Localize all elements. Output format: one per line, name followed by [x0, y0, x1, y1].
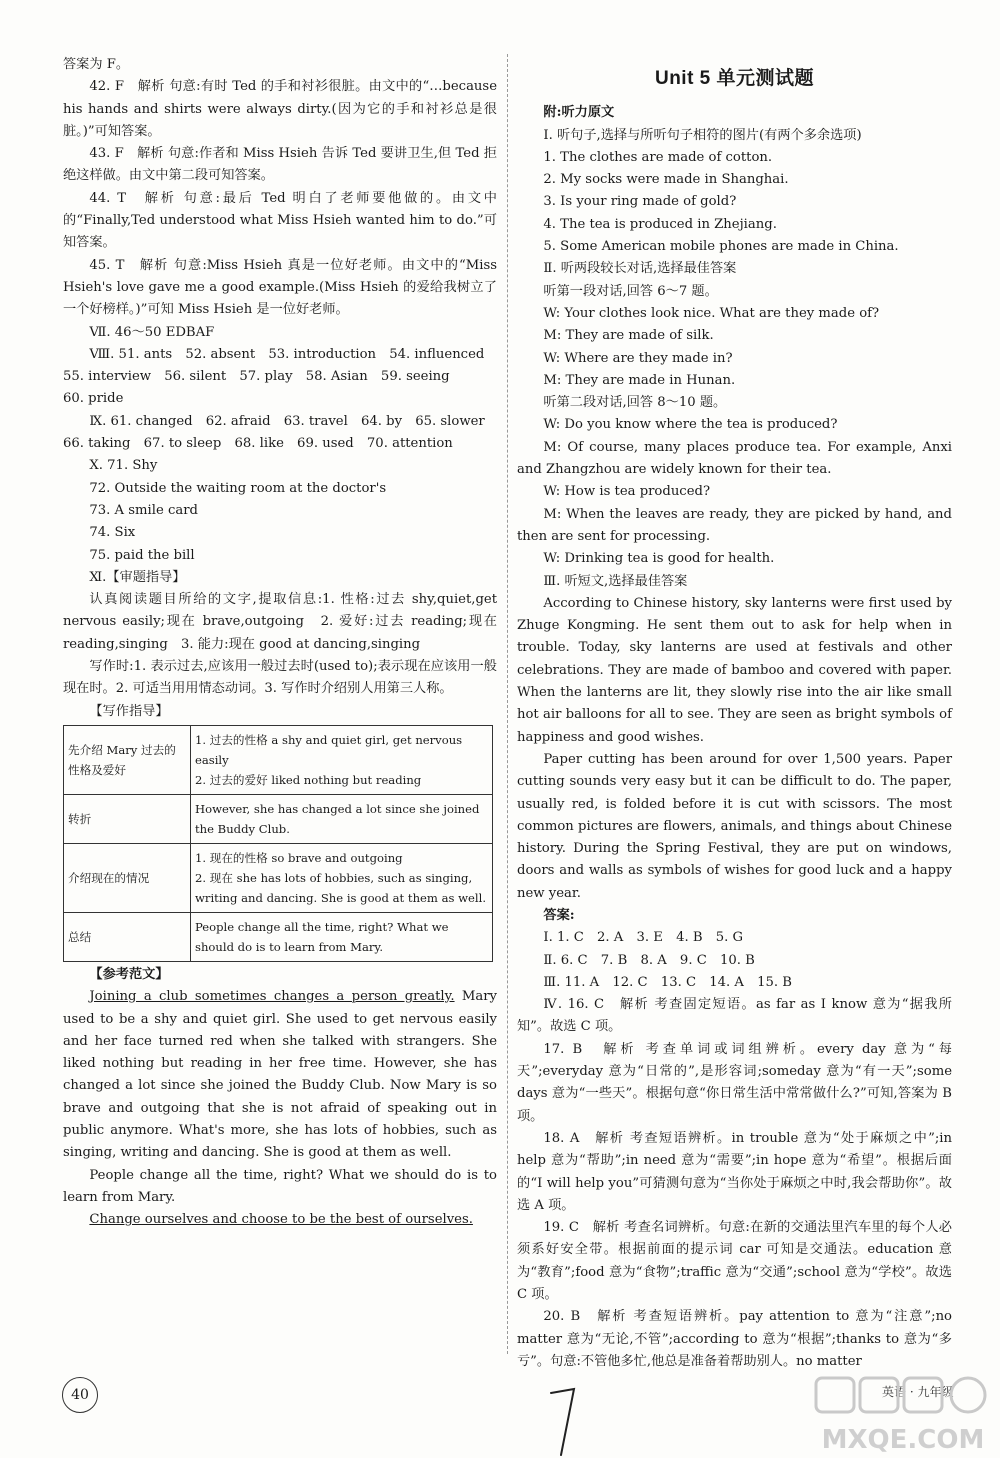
- left-line: 42. F 解析 句意:有时 Ted 的手和衬衫很脏。由文中的“…because his hands and shirts were always dirty.(因为它的手和衬衫总是很脏。)”可知答案。: [63, 79, 497, 139]
- right-line: Paper cutting has been around for over 1,500 years. Paper cutting sounds very easy but it can be difficult to do. The paper, usually red, is folded before it is cut with scissors. The most common pictures are flowers, animals, and things about Chinese history. During the Spring Festival, they are put on windows, doors and walls as symbols of wishes for good luck and a happy new year.: [517, 751, 952, 901]
- left-line: 44. T 解析 句意:最后 Ted 明白了老师要他做的。由文中的“Finally,Ted understood what Miss Hsieh wanted him to do.”可知答案。: [63, 190, 497, 251]
- left-line: 74. Six: [89, 525, 136, 541]
- right-line: M: When the leaves are ready, they are picked by hand, and then are sent for processing.: [517, 506, 952, 544]
- footer-subject: 英语 · 九年级: [882, 1385, 954, 1399]
- right-line: Ⅱ. 6. C 7. B 8. A 9. C 10. B: [543, 952, 755, 968]
- left-line: Ⅺ.【审题指导】: [89, 569, 186, 585]
- right-line: [517, 102, 952, 124]
- essay-paragraph-2: People change all the time, right? What we should do is to learn from Mary.: [63, 1167, 497, 1205]
- essay-topic-sentence: Joining a club sometimes changes a person greatly.: [89, 989, 455, 1005]
- left-line: 45. T 解析 句意:Miss Hsieh 真是一位好老师。由文中的“Miss Hsieh's love gave me a good example.(Miss Hsieh 的爱给我树立了一个好榜样。)”可知 Miss Hsieh 是一位好老师。: [63, 257, 497, 318]
- right-line: 4. The tea is produced in Zhejiang.: [543, 216, 777, 232]
- bold-heading: 附:听力原文: [543, 105, 615, 121]
- page-number: 40: [62, 1377, 98, 1413]
- left-line: 75. paid the bill: [89, 547, 195, 563]
- right-line: 2. My socks were made in Shanghai.: [543, 172, 789, 188]
- guide-content-line: However, she has changed a lot since she joined the Buddy Club.: [195, 801, 480, 836]
- left-line: Ⅸ. 61. changed 62. afraid 63. travel 64. by 65. slower: [89, 413, 485, 429]
- right-line: M: They are made of silk.: [543, 328, 714, 344]
- left-line: 43. F 解析 句意:作者和 Miss Hsieh 告诉 Ted 要讲卫生,但 Ted 拒绝这样做。由文中第二段可知答案。: [63, 146, 497, 184]
- right-line: M: Of course, many places produce tea. For example, Anxi and Zhangzhou are widely known for their tea.: [517, 439, 952, 478]
- writing-guide-table: [63, 725, 493, 962]
- right-line: 20. B 解析 考查短语辨析。pay attention to 意为“注意”;no matter 意为“无论,不管”;according to 意为“根据”;thanks to 意为“多亏”。句意:不管他多忙,他总是准备着帮助别人。no matter: [517, 1309, 952, 1369]
- right-line: W: Do you know where the tea is produced?: [543, 417, 838, 433]
- guide-content: [191, 794, 493, 843]
- right-line: Ⅰ. 听句子,选择与所听句子相符的图片(有两个多余选项): [543, 127, 862, 143]
- right-line: Ⅱ. 听两段较长对话,选择最佳答案: [543, 261, 737, 277]
- right-line: According to Chinese history, sky lanterns were first used by Zhuge Kongming. He sent them out to ask for help when in trouble. Today, sky lanterns are used at festivals and other celebrations. They are made of bamboo and covered with paper. When the lanterns are lit, they slowly rise into the air like small hot air balloons for all to see. They are seen as bright symbols of happiness and good wishes.: [517, 595, 952, 745]
- left-column: [63, 54, 497, 1231]
- guide-row: [64, 843, 493, 912]
- guide-content: [191, 912, 493, 961]
- left-line: 60. pride: [63, 391, 124, 407]
- right-column: [517, 54, 952, 1373]
- bold-heading: 答案:: [543, 907, 575, 923]
- right-line: 19. C 解析 考查名词辨析。句意:在新的交通法里汽车里的每个人必须系好安全带。根据前面的提示词 car 可知是交通法。education 意为“教育”;food 意为“食物”;traffic 意为“交通”;school 意为“学校”。故选 C 项。: [517, 1220, 952, 1303]
- left-line: 55. interview 56. silent 57. play 58. Asian 59. seeing: [63, 369, 450, 385]
- guide-content-line: 2. 现在 she has lots of hobbies, such as singing, writing and dancing. She is good at them as well.: [195, 870, 487, 905]
- right-line: W: Where are they made in?: [543, 350, 733, 366]
- unit-title: Unit 5 单元测试题: [654, 68, 815, 89]
- guide-content-line: 1. 过去的性格 a shy and quiet girl, get nervous easily: [195, 732, 463, 767]
- left-line: 写作时:1. 表示过去,应该用一般过去时(used to);表示现在应该用一般现在时。2. 可适当用用情态动词。3. 写作时介绍别人用第三人称。: [63, 659, 497, 697]
- guide-step: 转折: [64, 794, 191, 843]
- guide-content-line: People change all the time, right? What we should do is to learn from Mary.: [195, 919, 449, 954]
- left-line: 答案为 F。: [63, 57, 130, 72]
- essay-body: Mary used to be a shy and quiet girl. She used to get nervous easily and her face turned red when she talked with strangers. She liked nothing but reading in her free time. However, she has changed a lot since she joined the Buddy Club. Now Mary is so brave and outgoing that she is not afraid of speaking out in public anymore. What's more, she has lots of hobbies, such as singing, writing and dancing. She is good at them as well.: [63, 989, 498, 1161]
- right-line: 17. B 解析 考查单词或词组辨析。every day 意为“每天”;everyday 意为“日常的”,是形容词;someday 意为“有一天”;some days 意为“一些天”。根据句意“你日常生活中常常做什么?”可知,答案为 B 项。: [517, 1041, 952, 1124]
- essay-paragraph-1: [63, 986, 497, 1164]
- left-line: 73. A smile card: [89, 502, 198, 518]
- right-line: Ⅰ. 1. C 2. A 3. E 4. B 5. G: [543, 930, 744, 946]
- guide-row: [64, 794, 493, 843]
- right-line: W: How is tea produced?: [543, 484, 711, 500]
- right-line: 听第一段对话,回答 6～7 题。: [543, 283, 718, 299]
- guide-row: [64, 912, 493, 961]
- essay-heading: 【参考范文】: [89, 966, 169, 982]
- guide-content: [191, 843, 493, 912]
- left-line: Ⅷ. 51. ants 52. absent 53. introduction 54. influenced: [89, 346, 485, 362]
- right-line: 5. Some American mobile phones are made in China.: [543, 239, 899, 255]
- right-line: 3. Is your ring made of gold?: [543, 194, 737, 210]
- right-line: W: Drinking tea is good for health.: [543, 551, 775, 567]
- right-line: 听第二段对话,回答 8～10 题。: [543, 395, 727, 411]
- left-line: 【写作指导】: [89, 703, 169, 719]
- guide-content-line: 1. 现在的性格 so brave and outgoing: [195, 850, 403, 865]
- guide-step: 介绍现在的情况: [64, 843, 191, 912]
- guide-step: 先介绍 Mary 过去的性格及爱好: [64, 725, 191, 794]
- guide-content: [191, 725, 493, 794]
- right-line: 18. A 解析 考查短语辨析。in trouble 意为“处于麻烦之中”;in help 意为“帮助”;in need 意为“需要”;in hope 意为“希望”。根据后面的“I will help you”可猜测句意为“当你处于麻烦之中时,我会帮助你”。故选 A 项。: [517, 1130, 952, 1213]
- guide-content-line: 2. 过去的爱好 liked nothing but reading: [195, 772, 422, 787]
- left-line: Ⅹ. 71. Shy: [89, 458, 158, 474]
- right-line: [517, 905, 952, 927]
- essay-closing-sentence: Change ourselves and choose to be the best of ourselves.: [89, 1212, 473, 1228]
- handwritten-mark: [548, 1385, 578, 1457]
- guide-row: [64, 725, 493, 794]
- right-line: M: They are made in Hunan.: [543, 372, 736, 388]
- left-line: 66. taking 67. to sleep 68. like 69. used 70. attention: [63, 436, 453, 452]
- svg-text:MXQE.COM: MXQE.COM: [821, 1425, 985, 1455]
- guide-step: 总结: [64, 912, 191, 961]
- left-line: 72. Outside the waiting room at the doctor's: [89, 480, 387, 496]
- right-line: Ⅲ. 11. A 12. C 13. C 14. A 15. B: [543, 974, 792, 990]
- right-line: 1. The clothes are made of cotton.: [543, 149, 773, 165]
- reference-essay: [63, 964, 497, 1232]
- left-line: 认真阅读题目所给的文字,提取信息:1. 性格:过去 shy,quiet,get nervous easily;现在 brave,outgoing 2. 爱好:过去 reading;现在 reading,singing 3. 能力:现在 good at dancing,singing: [63, 592, 497, 652]
- right-line: Ⅳ. 16. C 解析 考查固定短语。as far as I know 意为“据我所知”。故选 C 项。: [517, 997, 952, 1035]
- right-line: W: Your clothes look nice. What are they made of?: [543, 305, 880, 321]
- right-line: Ⅲ. 听短文,选择最佳答案: [543, 573, 688, 589]
- watermark-logo: [808, 1372, 998, 1458]
- left-line: Ⅶ. 46～50 EDBAF: [89, 324, 215, 340]
- column-divider: [507, 54, 508, 1354]
- essay-paragraph-3: [63, 1209, 497, 1231]
